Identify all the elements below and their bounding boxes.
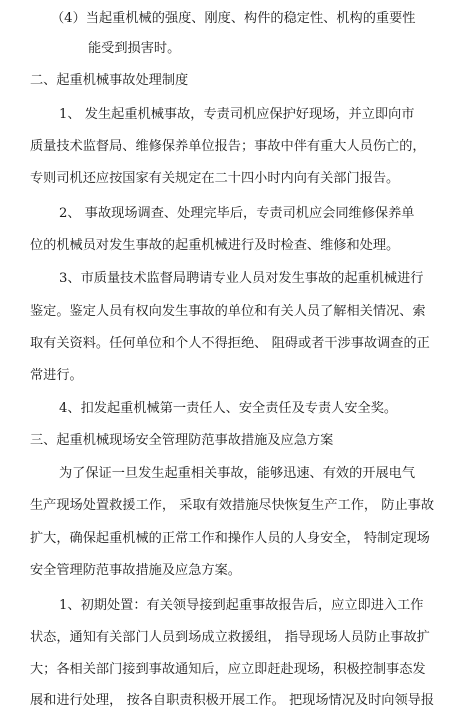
text-line-19: 1、初期处置：有关领导接到起重事故报告后，应立即进入工作 — [59, 598, 424, 613]
text-line-7: 2、 事故现场调查、处理完毕后，专责司机应会同维修保养单 — [59, 206, 415, 221]
text-line-2: 能受到损害时。 — [88, 41, 181, 56]
text-line-5: 质量技术监督局、维修保养单位报告；事故中伴有重大人员伤亡的， — [30, 139, 426, 154]
text-line-8: 位的机械员对发生事故的起重机械进行及时检查、维修和处理。 — [30, 238, 400, 253]
text-line-17: 扩大，确保起重机械的正常工作和操作人员的人身安全， 特制定现场 — [30, 531, 430, 546]
text-line-6: 专则司机还应按国家有关规定在二十四小时内向有关部门报告。 — [30, 171, 400, 186]
text-line-11: 取有关资料。任何单位和个人不得拒绝、 阻碍或者干涉事故调查的正 — [30, 336, 430, 351]
text-line-12: 常进行。 — [30, 368, 83, 383]
text-line-1: （4）当起重机械的强度、刚度、构件的稳定性、机构的重要性 — [51, 11, 416, 26]
text-line-21: 大；各相关部门接到事故通知后，应立即赶赴现场，积极控制事态发 — [30, 662, 426, 677]
text-line-20: 状态，通知有关部门人员到场成立救援组， 指导现场人员防止事故扩 — [30, 630, 430, 645]
text-line-18: 安全管理防范事故措施及应急方案。 — [30, 563, 241, 578]
text-line-9: 3、市质量技术监督局聘请专业人员对发生事故的起重机械进行 — [59, 271, 424, 286]
section-heading-3: 三、起重机械现场安全管理防范事故措施及应急方案 — [30, 433, 334, 448]
text-line-22: 展和进行处理， 按各自职责积极开展工作。 把现场情况及时向领导报 — [30, 693, 435, 708]
section-heading-2: 二、起重机械事故处理制度 — [30, 73, 189, 88]
text-line-4: 1、 发生起重机械事故，专责司机应保护好现场，并立即向市 — [59, 107, 415, 122]
text-line-15: 为了保证一旦发生起重相关事故，能够迅速、有效的开展电气 — [59, 466, 416, 481]
text-line-10: 鉴定。鉴定人员有权向发生事故的单位和有关人员了解相关情况、索 — [30, 304, 426, 319]
text-line-16: 生产现场处置救援工作， 采取有效措施尽快恢复生产工作， 防止事故 — [30, 498, 435, 513]
text-line-13: 4、扣发起重机械第一责任人、安全责任及专责人安全奖。 — [59, 401, 398, 416]
